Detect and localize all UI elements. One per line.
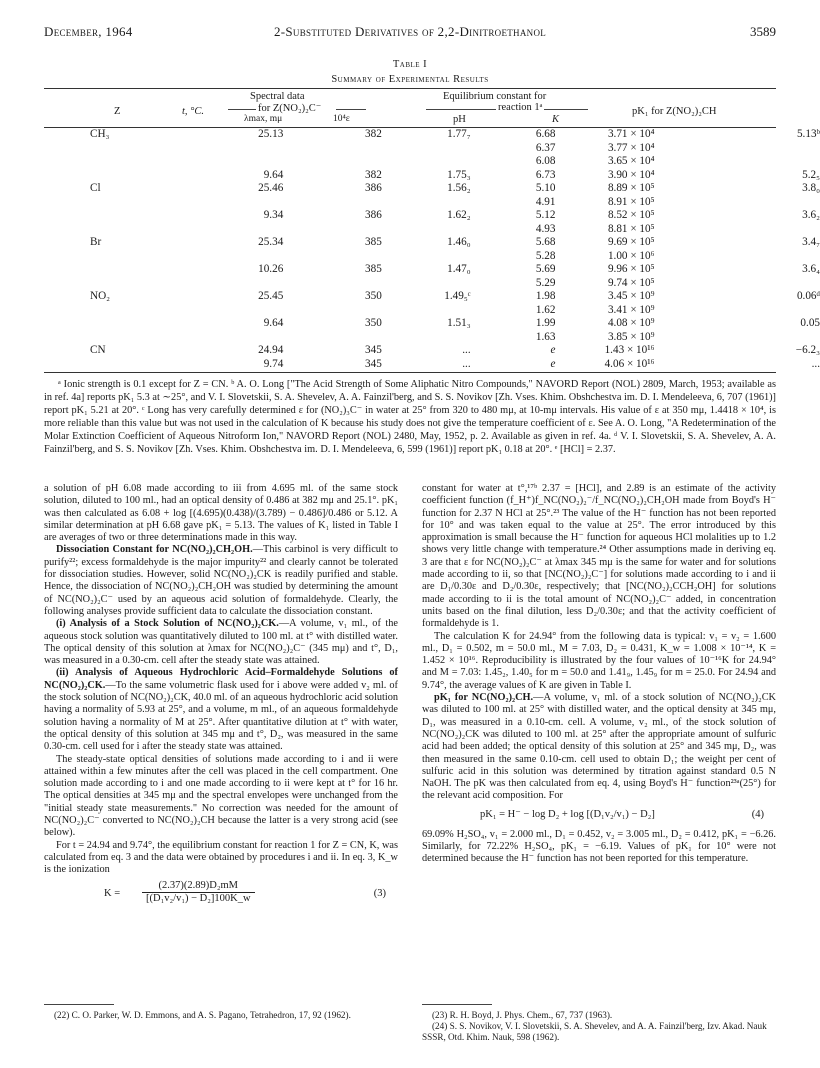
cell-eps: ...: [462, 344, 471, 356]
right-column: [422, 483, 776, 866]
table-row: [90, 142, 820, 156]
cell-lambda: [283, 277, 382, 291]
cell-pk: 0.06ᵈ: [796, 290, 820, 302]
cell-eps: 1.75₃: [447, 168, 471, 181]
cell-ph: 5.12: [535, 209, 556, 221]
cell-ph: 4.91: [535, 195, 556, 208]
equation-lhs: K =: [104, 887, 121, 899]
table-bottom-rule: [44, 372, 776, 373]
cell-eps: [382, 155, 471, 169]
table-row: [90, 277, 820, 291]
cell-pk: 5.13ᵇ: [796, 128, 820, 140]
cell-pk: 5.2₅: [802, 168, 820, 181]
results-table: [90, 128, 820, 371]
cell-k: 9.69 × 10⁵: [607, 236, 655, 248]
equation-number: (3): [373, 887, 386, 899]
cell-k: 8.81 × 10⁵: [607, 222, 655, 235]
cell-ph: 1.98: [535, 290, 556, 302]
cell-lambda: [283, 223, 382, 237]
cell-lambda: 350: [365, 290, 382, 302]
header-lambda: λmax, mμ: [244, 114, 283, 124]
cell-z: [90, 304, 196, 318]
cell-k: 9.74 × 10⁵: [607, 276, 655, 289]
page-number: 3589: [750, 24, 776, 39]
cell-pk: [655, 196, 820, 210]
cell-pk: [655, 331, 820, 345]
table-row: [90, 331, 820, 345]
cell-pk: [655, 250, 820, 264]
cell-ph: e: [550, 357, 556, 370]
cell-pk: [655, 155, 820, 169]
equation-4: [422, 807, 776, 825]
cell-k: 4.08 × 10⁹: [607, 317, 655, 329]
cell-ph: 6.73: [535, 168, 556, 181]
paragraph: (i) Analysis of a Stock Solution of NC(NO₂)₂CK.—A volume, v₁ ml., of the aqueous stock solution was quantitatively diluted to 100 ml. at t° with distilled water. The optical density of this solution at λmax for NC(NO₂)₂C⁻ (345 mμ) and t°, D₁, was measured in a 0.30-cm. cell after the steady state was attained.: [44, 618, 398, 667]
cell-k: 1.00 × 10⁶: [607, 249, 655, 262]
span-bar-left-b: [336, 109, 366, 110]
cell-eps: [382, 250, 471, 264]
cell-k: 3.71 × 10⁴: [607, 128, 655, 140]
cell-eps: [382, 223, 471, 237]
cell-eps: 1.46₀: [447, 236, 471, 248]
cell-z: [90, 331, 196, 345]
equation-number: (4): [751, 808, 764, 820]
cell-k: 8.89 × 10⁵: [607, 182, 655, 194]
running-head-title: 2-Substituted Derivatives of 2,2-Dinitroethanol: [273, 24, 547, 39]
cell-z: NO₂: [90, 290, 111, 302]
equation-body: pK₁ = H⁻ − log D₂ + log [(D₁v₂/v₁) − D₂]: [480, 808, 655, 820]
cell-t: [196, 277, 283, 291]
cell-t: 10.26: [258, 263, 284, 275]
span-bar-right-a: [426, 109, 496, 110]
cell-ph: 1.62: [535, 303, 556, 316]
cell-ph: 5.10: [535, 182, 556, 194]
cell-z: [90, 155, 196, 169]
cell-lambda: [283, 250, 382, 264]
cell-pk: 0.05: [800, 317, 820, 329]
cell-ph: 6.68: [535, 128, 556, 140]
header-pk1: pK₁ for Z(NO₂)₂CH: [632, 106, 717, 117]
cell-k: 9.96 × 10⁵: [607, 263, 655, 275]
section-heading: pK₁ for NC(NO₂)₂CH.: [434, 692, 534, 704]
cell-t: 25.46: [258, 182, 284, 194]
section-heading: (ii) Analysis of Aqueous Hydrochloric Acid–Formaldehyde Solutions of NC(NO₂)₂CK.: [44, 667, 398, 691]
cell-k: 3.41 × 10⁹: [607, 303, 655, 316]
paragraph: pK₁ for NC(NO₂)₂CH.—A volume, v₁ ml. of a stock solution of NC(NO₂)₂CK was diluted to 100 ml. at 25° with distilled water, and the optical density at 345 mμ, D₁, was measured in a 0.10-cm. cell. A volume, v₂ ml., of the stock solution of NC(NO₂)₂CK was diluted to 100 ml. at 25° after the appropriate amount of sulfuric acid had been added; the optical density of this solution at 25° and 345 mμ, D₂, was then measured in the same 0.10-cm. cell used to obtain D₁; the weight per cent of sulfuric acid in this solution was determined by titration against standard 0.5 N NaOH. The pK was then calculated from eq. 4, using Boyd's H⁻ function²³ᵃ(25°) for the relevant acid composition. For: [422, 692, 776, 802]
cell-pk: ...: [811, 357, 820, 370]
table-row: [90, 344, 820, 358]
header-equilibrium-sub: reaction 1ᵃ: [498, 102, 543, 113]
cell-k: 3.45 × 10⁹: [607, 290, 655, 302]
cell-k: 3.90 × 10⁴: [607, 168, 655, 181]
cell-eps: 1.62₂: [447, 209, 471, 221]
paragraph: Dissociation Constant for NC(NO₂)₂CH₂OH.—This carbinol is very difficult to purify²²; excess formaldehyde is the major impurity²² and clearly cannot be tolerated for dissociation studies. However, solid NC(NO₂)₂CK is readily purified and stable. Hence, the dissociation of NC(NO₂)₂CH₂OH was studied by determining the amount of NC(NO₂)₂C⁻ used by an aqueous acid solution of formaldehyde. Clearly, the following analyses provide sufficient data to calculate the dissociation constant.: [44, 544, 398, 617]
cell-t: 25.34: [258, 236, 284, 248]
cell-eps: 1.49₅ᶜ: [444, 290, 471, 302]
cell-k: 3.65 × 10⁴: [607, 155, 655, 167]
cell-ph: 1.63: [535, 330, 556, 343]
cell-t: [196, 223, 283, 237]
paragraph: The calculation K for 24.94° from the following data is typical: v₁ = v₂ = 1.600 ml., D₁ = 0.502, m = 50.0 ml., M = 7.03, D₂ = 0.431, K_w = 1.008 × 10⁻¹⁴, K = 1.452 × 10¹⁶. Reproducibility is illustrated by the four values of 10⁻¹⁶K for 24.94° and M = 7.03: 1.45₂, 1.40₅ for m = 50.0 and 1.41₉, 1.45₉ for m = 25.0. For 24.94 and 9.74°, the average values of K are given in Table I.: [422, 630, 776, 691]
cell-t: 9.34: [263, 209, 284, 221]
cell-lambda: [283, 196, 382, 210]
cell-t: [196, 331, 283, 345]
cell-z: [90, 277, 196, 291]
cell-t: 24.94: [258, 344, 284, 356]
table-title: Summary of Experimental Results: [331, 74, 489, 85]
cell-eps: 1.56₂: [447, 182, 471, 194]
cell-z: [90, 317, 196, 331]
cell-ph: 5.28: [535, 249, 556, 262]
reference-item: (24) S. S. Novikov, V. I. Slovetskii, S. A. Shevelev, and A. A. Fainzil'berg, Izv. Akad. Nauk SSSR, Otd. Khim. Nauk, 598 (1962).: [422, 1021, 767, 1042]
paragraph: a solution of pH 6.08 made according to iii from 4.695 ml. of the same stock solution, diluted to 100 ml., had an optical density of 0.486 at 382 mμ and 25.1°. pK₁ was then calculated as 6.08 + log [(4.695)(0.438)/(3.789) − 0.486]/0.486 or 5.12. A similar determination at pH 6.68 gave pK₁ = 5.13. The values of K₁ listed in Table I are averages of two or three determinations made in this way.: [44, 483, 398, 544]
cell-t: 25.45: [258, 290, 284, 302]
cell-lambda: 350: [365, 317, 382, 329]
cell-pk: [655, 223, 820, 237]
cell-z: [90, 142, 196, 156]
cell-ph: 5.68: [535, 236, 556, 248]
cell-lambda: 382: [365, 168, 382, 181]
cell-lambda: 385: [365, 263, 382, 275]
cell-t: [196, 142, 283, 156]
cell-lambda: 382: [365, 128, 382, 140]
cell-k: 8.91 × 10⁵: [607, 195, 655, 208]
cell-t: 9.74: [263, 357, 284, 370]
cell-ph: 5.69: [535, 263, 556, 275]
cell-eps: 1.47₀: [447, 263, 471, 275]
cell-k: 4.06 × 10¹⁶: [604, 357, 655, 370]
cell-k: 3.77 × 10⁴: [607, 141, 655, 154]
table-row: [90, 358, 820, 372]
running-head-date: December, 1964: [44, 24, 133, 39]
cell-k: 3.85 × 10⁹: [607, 330, 655, 343]
cell-ph: e: [550, 344, 556, 356]
paragraph: (ii) Analysis of Aqueous Hydrochloric Acid–Formaldehyde Solutions of NC(NO₂)₂CK.—To the same volumetric flask used for i above were added v₂ ml. of the stock solution of NC(NO₂)₂CK, 40.0 ml. of an aqueous hydrochloric acid solution having a normality of 5.93 at 25°, and a volume, m ml., of an aqueous formaldehyde solution having a normality of M at 25°. After quantitative dilution at t° with water, the optical density of this solution at 345 mμ and t°, D₂, was measured in the same 0.30-cm. cell used for i after the steady state was attained.: [44, 667, 398, 753]
running-head: [44, 24, 776, 42]
table-row: [90, 196, 820, 210]
header-ph: pH: [453, 114, 466, 125]
table-row: [90, 128, 820, 142]
cell-lambda: [283, 142, 382, 156]
paragraph: 69.09% H₂SO₄, v₁ = 2.000 ml., D₁ = 0.452, v₂ = 3.005 ml., D₂ = 0.412, pK₁ = −6.26. Similarly, for 72.22% H₂SO₄, pK₁ = −6.19. Values of pK₁ for 10° were not determined because the H⁻ function has not been reported for this temperature.: [422, 828, 776, 865]
cell-z: [90, 169, 196, 183]
cell-k: 1.43 × 10¹⁶: [604, 344, 655, 356]
cell-ph: 1.99: [535, 317, 556, 329]
cell-pk: [655, 142, 820, 156]
cell-lambda: 386: [365, 182, 382, 194]
cell-t: [196, 196, 283, 210]
cell-eps: 1.51₃: [447, 317, 471, 329]
span-bar-left-a: [228, 109, 256, 110]
cell-ph: 4.93: [535, 222, 556, 235]
reference-item: (23) R. H. Boyd, J. Phys. Chem., 67, 737 (1963).: [432, 1010, 613, 1020]
left-column: [44, 483, 398, 913]
cell-lambda: 345: [365, 344, 382, 356]
table-number: Table I: [392, 59, 428, 70]
cell-eps: [382, 196, 471, 210]
cell-eps: [382, 142, 471, 156]
cell-ph: 5.29: [535, 276, 556, 289]
cell-pk: 3.6₂: [802, 209, 820, 221]
cell-t: 25.13: [258, 128, 284, 140]
table-row: [90, 223, 820, 237]
cell-pk: 3.8₀: [802, 182, 820, 194]
cell-pk: [655, 304, 820, 318]
table-row: [90, 236, 820, 250]
table-row: [90, 263, 820, 277]
cell-t: [196, 250, 283, 264]
references-left: [44, 1010, 398, 1021]
cell-z: Cl: [90, 182, 101, 194]
table-row: [90, 290, 820, 304]
cell-lambda: 385: [365, 236, 382, 248]
cell-ph: 6.37: [535, 141, 556, 154]
equation-3: [44, 880, 398, 910]
references-right: [422, 1010, 776, 1043]
section-heading: (i) Analysis of a Stock Solution of NC(NO₂)₂CK.: [56, 618, 279, 630]
header-spectral-sub: for Z(NO₂)₂C⁻: [258, 103, 322, 114]
cell-pk: 3.4₇: [802, 236, 820, 248]
cell-eps: ...: [462, 357, 471, 370]
cell-lambda: [283, 304, 382, 318]
cell-t: 9.64: [263, 168, 284, 181]
cell-lambda: 386: [365, 209, 382, 221]
cell-eps: 1.77₇: [447, 128, 471, 140]
header-spectral-data: Spectral data: [250, 91, 305, 102]
cell-z: CN: [90, 344, 106, 356]
cell-t: [196, 304, 283, 318]
header-equilibrium: Equilibrium constant for: [443, 91, 547, 102]
cell-pk: [655, 277, 820, 291]
cell-lambda: [283, 155, 382, 169]
cell-z: [90, 196, 196, 210]
cell-z: [90, 263, 196, 277]
cell-pk: 3.6₄: [802, 263, 820, 275]
cell-z: [90, 209, 196, 223]
table-row: [90, 317, 820, 331]
cell-z: CH₃: [90, 128, 110, 140]
cell-lambda: 345: [365, 357, 382, 370]
paragraph: constant for water at t°,¹⁷ᵇ 2.37 = [HCl], and 2.89 is an estimate of the activity coefficient function (f_H⁺)f_NC(NO₂)₂⁻/f_NC(NO₂)₂CH₂OH made from Boyd's H⁻ function for 2.37 N HCl at 25°.²³ The value of the H⁻ function has not been reported for 10° and was taken equal to the value at 25°. The error introduced by this approximation is small because the H⁻ function for aqueous HCl molalities up to 1.2 shows very little change with temperature.²⁴ Other assumptions made in deriving eq. 3 are that ε for NC(NO₂)₂C⁻ at λmax 345 mμ is the same for water and for solutions made according to ii, so that [NC(NO₂)₂C⁻] for solutions made according to i and ii are D₁/0.30ε and D₂/0.30ε, respectively; that [NC(NO₂)₂CCH₂OH] for solutions made according to ii is the total amount of NC(NO₂)₂C⁻ added, in concentration units based on the final dilution, less D₂/0.30ε; and that the activity coefficient of formaldehyde is 1.: [422, 483, 776, 630]
table-row: [90, 155, 820, 169]
cell-k: 8.52 × 10⁵: [607, 209, 655, 221]
cell-ph: 6.08: [535, 155, 556, 167]
span-bar-right-b: [544, 109, 588, 110]
cell-z: [90, 250, 196, 264]
cell-t: [196, 155, 283, 169]
paragraph: The steady-state optical densities of solutions made according to i and ii were attained within a few minutes after the cell was placed in the cell compartment. One solution made according to i and one made according to ii were kept at t° for 16 hr. The optical densities at 345 mμ and the spectral envelopes were unchanged from the "initial steady state measurements." No correction was needed for the amount of NC(NO₂)₂C⁻ converted to NC(NO₂)₂CH because the latter is a very strong acid (see below).: [44, 753, 398, 839]
reference-item: (22) C. O. Parker, W. D. Emmons, and A. S. Pagano, Tetrahedron, 17, 92 (1962).: [54, 1010, 351, 1020]
equation-numerator: (2.37)(2.89)D₂mM: [142, 880, 255, 893]
header-k: K: [552, 114, 560, 125]
header-t: t, °C.: [182, 106, 204, 117]
paragraph: For t = 24.94 and 9.74°, the equilibrium constant for reaction 1 for Z = CN, K, was calculated from eq. 3 and the data were obtained by procedures i and ii. In eq. 3, K_w is the ionization: [44, 839, 398, 876]
section-heading: Dissociation Constant for NC(NO₂)₂CH₂OH.: [56, 544, 253, 556]
reference-rule-right: [422, 1004, 492, 1005]
header-z: Z: [114, 106, 121, 117]
reference-rule-left: [44, 1004, 114, 1005]
cell-eps: [382, 331, 471, 345]
cell-z: Br: [90, 236, 102, 248]
cell-t: 9.64: [263, 317, 284, 329]
header-epsilon: 10⁴ε: [333, 114, 350, 124]
table-row: [90, 182, 820, 196]
cell-lambda: [283, 331, 382, 345]
cell-z: [90, 358, 196, 372]
cell-pk: −6.2₃: [795, 344, 820, 356]
table-top-rule: [44, 88, 776, 89]
table-row: [90, 209, 820, 223]
table-row: [90, 250, 820, 264]
equation-denominator: [(D₁v₂/v₁) − D₂]100K_w: [146, 892, 251, 904]
table-row: [90, 304, 820, 318]
cell-eps: [382, 304, 471, 318]
cell-eps: [382, 277, 471, 291]
table-row: [90, 169, 820, 183]
equation-fraction: [142, 880, 255, 906]
cell-z: [90, 223, 196, 237]
table-footnotes: ᵃ Ionic strength is 0.1 except for Z = CN. ᵇ A. O. Long ["The Acid Strength of Some Aliphatic Nitro Compounds," NAVORD Report (NOL) 2809, March, 1953; available as in ref. 4a] reports pK₁ 5.3 at ∼25°, and V. I. Slovetskii, S. A. Shevelev, A. A. Fainzil'berg, and S. S. Novikov [Zh. Vses. Khim. Obshchestva im. D. I. Mendeleeva, 6, 707 (1961)] report pK₁ 5.21 at 20°. ᶜ Long has very carefully determined ε for (NO₂)₃C⁻ in water at 25° from 320 to 480 mμ, at 10-mμ intervals. His value of ε at 350 mμ, 1.4418 × 10⁴, is more reliable than this value but was not used in the calculation of K because his study does not give the temperature coefficient of ε. See A. O. Long, "A Redetermination of the Molar Extinction Coefficient of Aqueous Nitroform Ion," NAVORD Report (NOL) 2480, May, 1952, p. 2. Available as given in ref. 4a. ᵈ V. I. Slovetskii, S. A. Shevelev, A. A. Fainzil'berg, and S. S. Novikov [Zh. Vses. Khim. Obshchestva im. D. I. Mendeleeva, 6, 599 (1961)] report pK₁ 0.18 at 20°. ᵉ [HCl] = 2.37.: [44, 379, 776, 455]
